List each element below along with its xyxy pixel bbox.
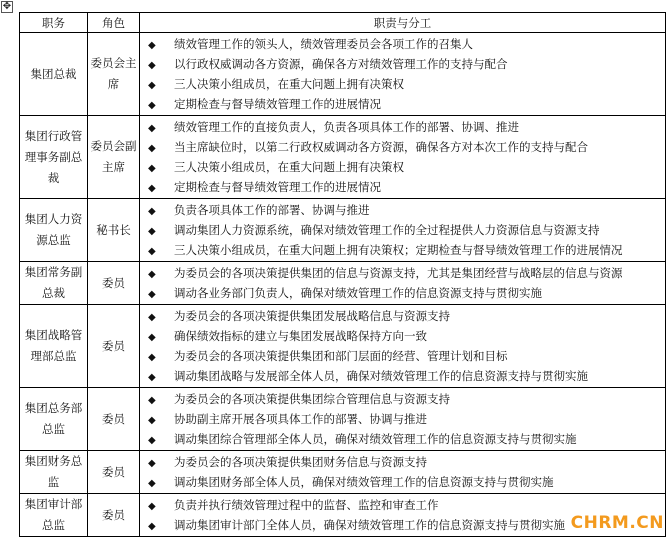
position-cell: 集团审计部总监: [20, 494, 88, 537]
position-cell: 集团行政管理事务副总裁: [20, 116, 88, 199]
duty-item: [148, 452, 665, 472]
bullet-diamond-icon: ◆: [148, 289, 156, 300]
duty-text: 协助副主席开展各项具体工作的部署、协调与推进: [174, 412, 427, 426]
duty-text: 绩效管理工作的直接负责人，负责各项具体工作的部署、协调、推进: [174, 120, 519, 134]
header-role: 角色: [88, 13, 140, 33]
bullet-diamond-icon: ◆: [148, 395, 156, 406]
duties-table: [19, 12, 666, 537]
duty-item: [148, 54, 665, 74]
position-cell: 集团战略管理部总监: [20, 305, 88, 388]
duty-text: 调动各业务部门负责人，确保对绩效管理工作的信息资源支持与贯彻实施: [174, 286, 542, 300]
duties-cell: [140, 451, 666, 494]
bullet-diamond-icon: ◆: [148, 478, 156, 489]
duties-cell: [140, 116, 666, 199]
duty-text: 为委员会的各项决策提供集团财务信息与资源支持: [174, 455, 427, 469]
bullet-diamond-icon: ◆: [148, 163, 156, 174]
duty-text: 定期检查与督导绩效管理工作的进展情况: [174, 97, 381, 111]
duty-text: 负责各项具体工作的部署、协调与推进: [174, 203, 370, 217]
bullet-diamond-icon: ◆: [148, 60, 156, 71]
role-cell: 委员会主席: [88, 33, 140, 116]
bullet-diamond-icon: ◆: [148, 332, 156, 343]
duty-text: 三人决策小组成员，在重大问题上拥有决策权；定期检查与督导绩效管理工作的进展情况: [174, 243, 623, 257]
duty-item: [148, 306, 665, 326]
duty-text: 确保绩效指标的建立与集团发展战略保持方向一致: [174, 329, 427, 343]
duties-cell: [140, 262, 666, 305]
table-row: [20, 494, 666, 537]
duty-item: [148, 137, 665, 157]
bullet-diamond-icon: ◆: [148, 40, 156, 51]
table-move-handle-icon[interactable]: ✥: [2, 1, 12, 12]
bullet-diamond-icon: ◆: [148, 183, 156, 194]
role-cell: 委员会副主席: [88, 116, 140, 199]
duty-text: 当主席缺位时，以第二行政权威调动各方资源，确保各方对本次工作的支持与配合: [174, 140, 588, 154]
position-cell: 集团财务总监: [20, 451, 88, 494]
duty-item: [148, 346, 665, 366]
duty-text: 调动集团审计部门全体人员，确保对绩效管理工作的信息资源支持与贯彻实施: [174, 518, 565, 532]
role-cell: 委员: [88, 262, 140, 305]
duty-item: [148, 117, 665, 137]
bullet-diamond-icon: ◆: [148, 143, 156, 154]
table-row: [20, 305, 666, 388]
bullet-diamond-icon: ◆: [148, 435, 156, 446]
role-cell: 委员: [88, 305, 140, 388]
duty-text: 以行政权威调动各方资源，确保各方对绩效管理工作的支持与配合: [174, 57, 508, 71]
header-duties: 职责与分工: [140, 13, 666, 33]
table-row: [20, 116, 666, 199]
role-cell: 委员: [88, 388, 140, 451]
table-row: [20, 451, 666, 494]
duties-cell: [140, 199, 666, 262]
bullet-diamond-icon: ◆: [148, 312, 156, 323]
role-cell: 委员: [88, 494, 140, 537]
duties-cell: [140, 388, 666, 451]
bullet-diamond-icon: ◆: [148, 372, 156, 383]
bullet-diamond-icon: ◆: [148, 100, 156, 111]
position-cell: 集团人力资源总监: [20, 199, 88, 262]
bullet-diamond-icon: ◆: [148, 415, 156, 426]
duty-text: 定期检查与督导绩效管理工作的进展情况: [174, 180, 381, 194]
duty-item: [148, 220, 665, 240]
duty-text: 三人决策小组成员，在重大问题上拥有决策权: [174, 160, 404, 174]
table-header-row: [20, 13, 666, 33]
chrm-watermark: CHRM.CN: [570, 513, 664, 533]
duty-item: [148, 283, 665, 303]
duty-item: [148, 200, 665, 220]
duty-item: [148, 366, 665, 386]
bullet-diamond-icon: ◆: [148, 501, 156, 512]
table-row: [20, 199, 666, 262]
header-position: 职务: [20, 13, 88, 33]
duty-item: [148, 326, 665, 346]
duty-item: [148, 94, 665, 114]
bullet-diamond-icon: ◆: [148, 226, 156, 237]
duty-text: 调动集团战略与发展部全体人员，确保对绩效管理工作的信息资源支持与贯彻实施: [174, 369, 588, 383]
role-cell: 委员: [88, 451, 140, 494]
duty-text: 为委员会的各项决策提供集团综合管理信息与资源支持: [174, 392, 450, 406]
duty-text: 三人决策小组成员，在重大问题上拥有决策权: [174, 77, 404, 91]
duty-text: 为委员会的各项决策提供集团和部门层面的经营、管理计划和目标: [174, 349, 508, 363]
duty-item: [148, 495, 665, 515]
duty-text: 绩效管理工作的领头人，绩效管理委员会各项工作的召集人: [174, 37, 473, 51]
bullet-diamond-icon: ◆: [148, 246, 156, 257]
bullet-diamond-icon: ◆: [148, 123, 156, 134]
table-row: [20, 33, 666, 116]
duty-item: [148, 429, 665, 449]
duty-text: 调动集团综合管理部全体人员，确保对绩效管理工作的信息资源支持与贯彻实施: [174, 432, 577, 446]
duty-item: [148, 240, 665, 260]
table-row: [20, 388, 666, 451]
position-cell: 集团常务副总裁: [20, 262, 88, 305]
position-cell: 集团总裁: [20, 33, 88, 116]
duty-item: [148, 263, 665, 283]
bullet-diamond-icon: ◆: [148, 352, 156, 363]
bullet-diamond-icon: ◆: [148, 269, 156, 280]
bullet-diamond-icon: ◆: [148, 80, 156, 91]
duty-item: [148, 389, 665, 409]
duty-item: [148, 177, 665, 197]
bullet-diamond-icon: ◆: [148, 521, 156, 532]
role-cell: 秘书长: [88, 199, 140, 262]
duty-text: 调动集团人力资源系统，确保对绩效管理工作的全过程提供人力资源信息与资源支持: [174, 223, 600, 237]
table-row: [20, 262, 666, 305]
duty-item: [148, 157, 665, 177]
duty-text: 为委员会的各项决策提供集团的信息与资源支持，尤其是集团经营与战略层的信息与资源: [174, 266, 623, 280]
duties-cell: [140, 33, 666, 116]
duty-item: [148, 34, 665, 54]
duty-text: 负责并执行绩效管理过程中的监督、监控和审查工作: [174, 498, 439, 512]
position-cell: 集团总务部总监: [20, 388, 88, 451]
duty-text: 调动集团财务部全体人员，确保对绩效管理工作的信息资源支持与贯彻实施: [174, 475, 554, 489]
duty-item: [148, 409, 665, 429]
bullet-diamond-icon: ◆: [148, 458, 156, 469]
bullet-diamond-icon: ◆: [148, 206, 156, 217]
duty-text: 为委员会的各项决策提供集团发展战略信息与资源支持: [174, 309, 450, 323]
duty-item: [148, 472, 665, 492]
duties-cell: [140, 305, 666, 388]
duty-item: [148, 74, 665, 94]
